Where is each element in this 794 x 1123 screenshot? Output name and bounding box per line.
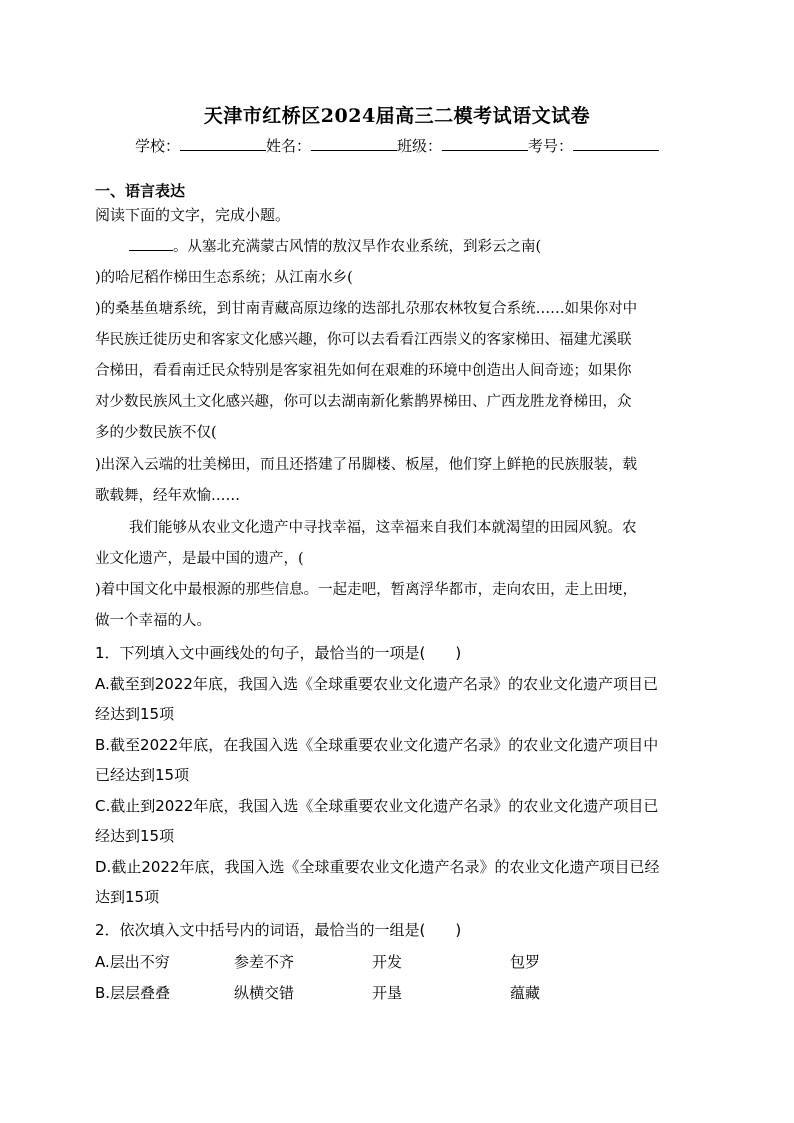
q2-option-b-word3: 开垦	[372, 984, 403, 1002]
q1-option-c-line2[interactable]: 经达到15项	[95, 827, 175, 845]
passage-line: 业文化遗产，是最中国的遗产，(	[95, 551, 304, 567]
q1-option-d-line2[interactable]: 达到15项	[95, 888, 160, 906]
question-2-stem: 2．依次填入文中括号内的词语，最恰当的一组是( )	[95, 921, 462, 939]
student-info-line	[0, 136, 794, 156]
passage-line: 。从塞北充满蒙古风情的敖汉旱作农业系统，到彩云之南(	[129, 236, 541, 257]
passage-line: 我们能够从农业文化遗产中寻找幸福，这幸福来自我们本就渴望的田园风貌。农	[129, 520, 637, 536]
instruction-text: 阅读下面的文字，完成小题。	[95, 206, 291, 224]
name-label: 姓名：	[265, 137, 311, 155]
question-1-stem: 1．下列填入文中画线处的句子，最恰当的一项是( )	[95, 644, 462, 662]
passage-line: )着中国文化中最根源的那些信息。一起走吧，暂离浮华都市，走向农田，走上田埂，	[95, 582, 638, 598]
fill-blank-underline	[129, 236, 173, 251]
number-label: 考号：	[528, 137, 574, 155]
number-blank[interactable]	[573, 136, 659, 151]
q1-option-a-line2[interactable]: 经达到15项	[95, 705, 175, 723]
q2-option-b-word4: 蕴藏	[510, 984, 541, 1002]
q2-option-a-word2: 参差不齐	[234, 953, 295, 971]
passage-line: 对少数民族风土文化感兴趣，你可以去湖南新化紫鹊界梯田、广西龙胜龙脊梯田，众	[95, 394, 632, 410]
section-heading: 一、语言表达	[95, 182, 186, 200]
passage-line: )的桑基鱼塘系统，到甘南青藏高原边缘的迭部扎尕那农林牧复合系统……如果你对中	[95, 301, 638, 317]
passage-line: 多的少数民族不仅(	[95, 425, 217, 441]
passage-line: 华民族迁徙历史和客家文化感兴趣，你可以去看看江西崇义的客家梯田、福建尤溪联	[95, 332, 632, 348]
passage-line: 合梯田，看看南迁民众特别是客家祖先如何在艰难的环境中创造出人间奇迹；如果你	[95, 363, 632, 379]
q2-option-a-word1[interactable]: A.层出不穷	[95, 953, 170, 971]
q2-option-b-word1[interactable]: B.层层叠叠	[95, 984, 171, 1002]
q1-option-b-line2[interactable]: 已经达到15项	[95, 766, 190, 784]
school-blank[interactable]	[180, 136, 266, 151]
q2-option-a-word4: 包罗	[510, 953, 541, 971]
q1-option-d-line1[interactable]: D.截止2022年底，我国入选《全球重要农业文化遗产名录》的农业文化遗产项目已经	[95, 858, 660, 876]
passage-line: 歌载舞，经年欢愉……	[95, 488, 240, 504]
q1-option-a-line1[interactable]: A.截至到2022年底，我国入选《全球重要农业文化遗产名录》的农业文化遗产项目已	[95, 675, 658, 693]
class-blank[interactable]	[442, 136, 528, 151]
name-blank[interactable]	[311, 136, 397, 151]
q1-option-c-line1[interactable]: C.截止到2022年底，我国入选《全球重要农业文化遗产名录》的农业文化遗产项目已	[95, 797, 659, 815]
passage-line: )出深入云端的壮美梯田，而且还搭建了吊脚楼、板屋，他们穿上鲜艳的民族服装，载	[95, 457, 638, 473]
q2-option-b-word2: 纵横交错	[234, 984, 295, 1002]
q1-option-b-line1[interactable]: B.截至2022年底，在我国入选《全球重要农业文化遗产名录》的农业文化遗产项目中	[95, 736, 659, 754]
exam-title: 天津市红桥区2024届高三二模考试语文试卷	[203, 105, 591, 127]
passage-line: 做一个幸福的人。	[95, 613, 211, 629]
school-label: 学校：	[134, 137, 180, 155]
class-label: 班级：	[397, 137, 443, 155]
q2-option-a-word3: 开发	[372, 953, 403, 971]
passage-line: )的哈尼稻作梯田生态系统；从江南水乡(	[95, 270, 353, 286]
